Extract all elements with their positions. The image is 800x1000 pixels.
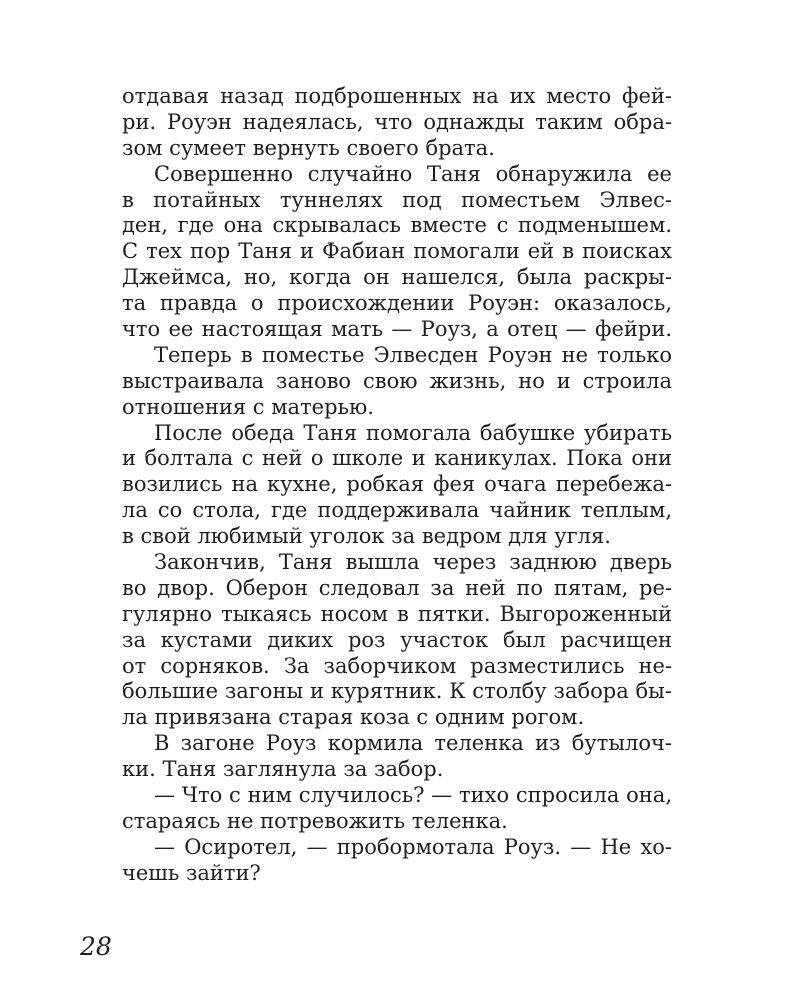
text-line: гулярно тыкаясь носом в пятки. Выгороженный: [122, 601, 672, 626]
text-line: большие загоны и курятник. К столбу забора бы-: [122, 679, 672, 704]
text-line: чешь зайти?: [122, 860, 261, 885]
text-line: Джеймса, но, когда он нашелся, была раскры-: [122, 265, 672, 290]
text-line: стараясь не потревожить теленка.: [122, 808, 508, 833]
paragraph-start-line: После обеда Таня помогала бабушке убирать: [154, 420, 672, 445]
text-line: в потайных туннелях под поместьем Элвес-: [122, 187, 672, 212]
text-line: зом сумеет вернуть своего брата.: [122, 135, 495, 160]
text-line: отношения с матерью.: [122, 394, 374, 419]
text-line: С тех пор Таня и Фабиан помогали ей в поисках: [122, 239, 672, 264]
text-line: ри. Роуэн надеялась, что однажды таким обра-: [122, 109, 672, 134]
text-line: что ее настоящая мать — Роуз, а отец — фейри.: [122, 317, 672, 342]
paragraph-start-line: Теперь в поместье Элвесден Роуэн не только: [154, 342, 672, 367]
text-line: возились на кухне, робкая фея очага перебежа-: [122, 472, 672, 497]
text-line: ки. Таня заглянула за забор.: [122, 757, 444, 782]
text-line: за кустами диких роз участок был расчищен: [122, 627, 672, 652]
page-number: 28: [80, 932, 112, 961]
paragraph-start-line: Закончив, Таня вышла через заднюю дверь: [154, 550, 672, 575]
text-line: выстраивала заново свою жизнь, но и строила: [122, 368, 672, 393]
text-line: та правда о происхождении Роуэн: оказалось,: [122, 291, 672, 316]
dialogue-line: — Что с ним случилось? — тихо спросила она,: [154, 783, 672, 808]
text-line: ла привязана старая коза с одним рогом.: [122, 705, 585, 730]
text-line: и болтала с ней о школе и каникулах. Пока они: [122, 446, 672, 471]
body-text: [122, 84, 672, 887]
dialogue-line: — Осиротел, — пробормотала Роуз. — Не хо-: [154, 834, 672, 859]
text-line: в свой любимый уголок за ведром для угля.: [122, 524, 611, 549]
paragraph-start-line: Совершенно случайно Таня обнаружила ее: [154, 161, 672, 186]
text-line: ла со стола, где поддерживала чайник теплым,: [122, 498, 672, 523]
text-line: ден, где она скрывалась вместе с подменышем.: [122, 213, 672, 238]
paragraph-start-line: В загоне Роуз кормила теленка из бутылоч-: [154, 731, 672, 756]
text-line: во двор. Оберон следовал за ней по пятам, ре-: [122, 575, 672, 600]
text-line: отдавая назад подброшенных на их место фей-: [122, 84, 672, 108]
text-line: от сорняков. За заборчиком разместились не-: [122, 653, 672, 678]
